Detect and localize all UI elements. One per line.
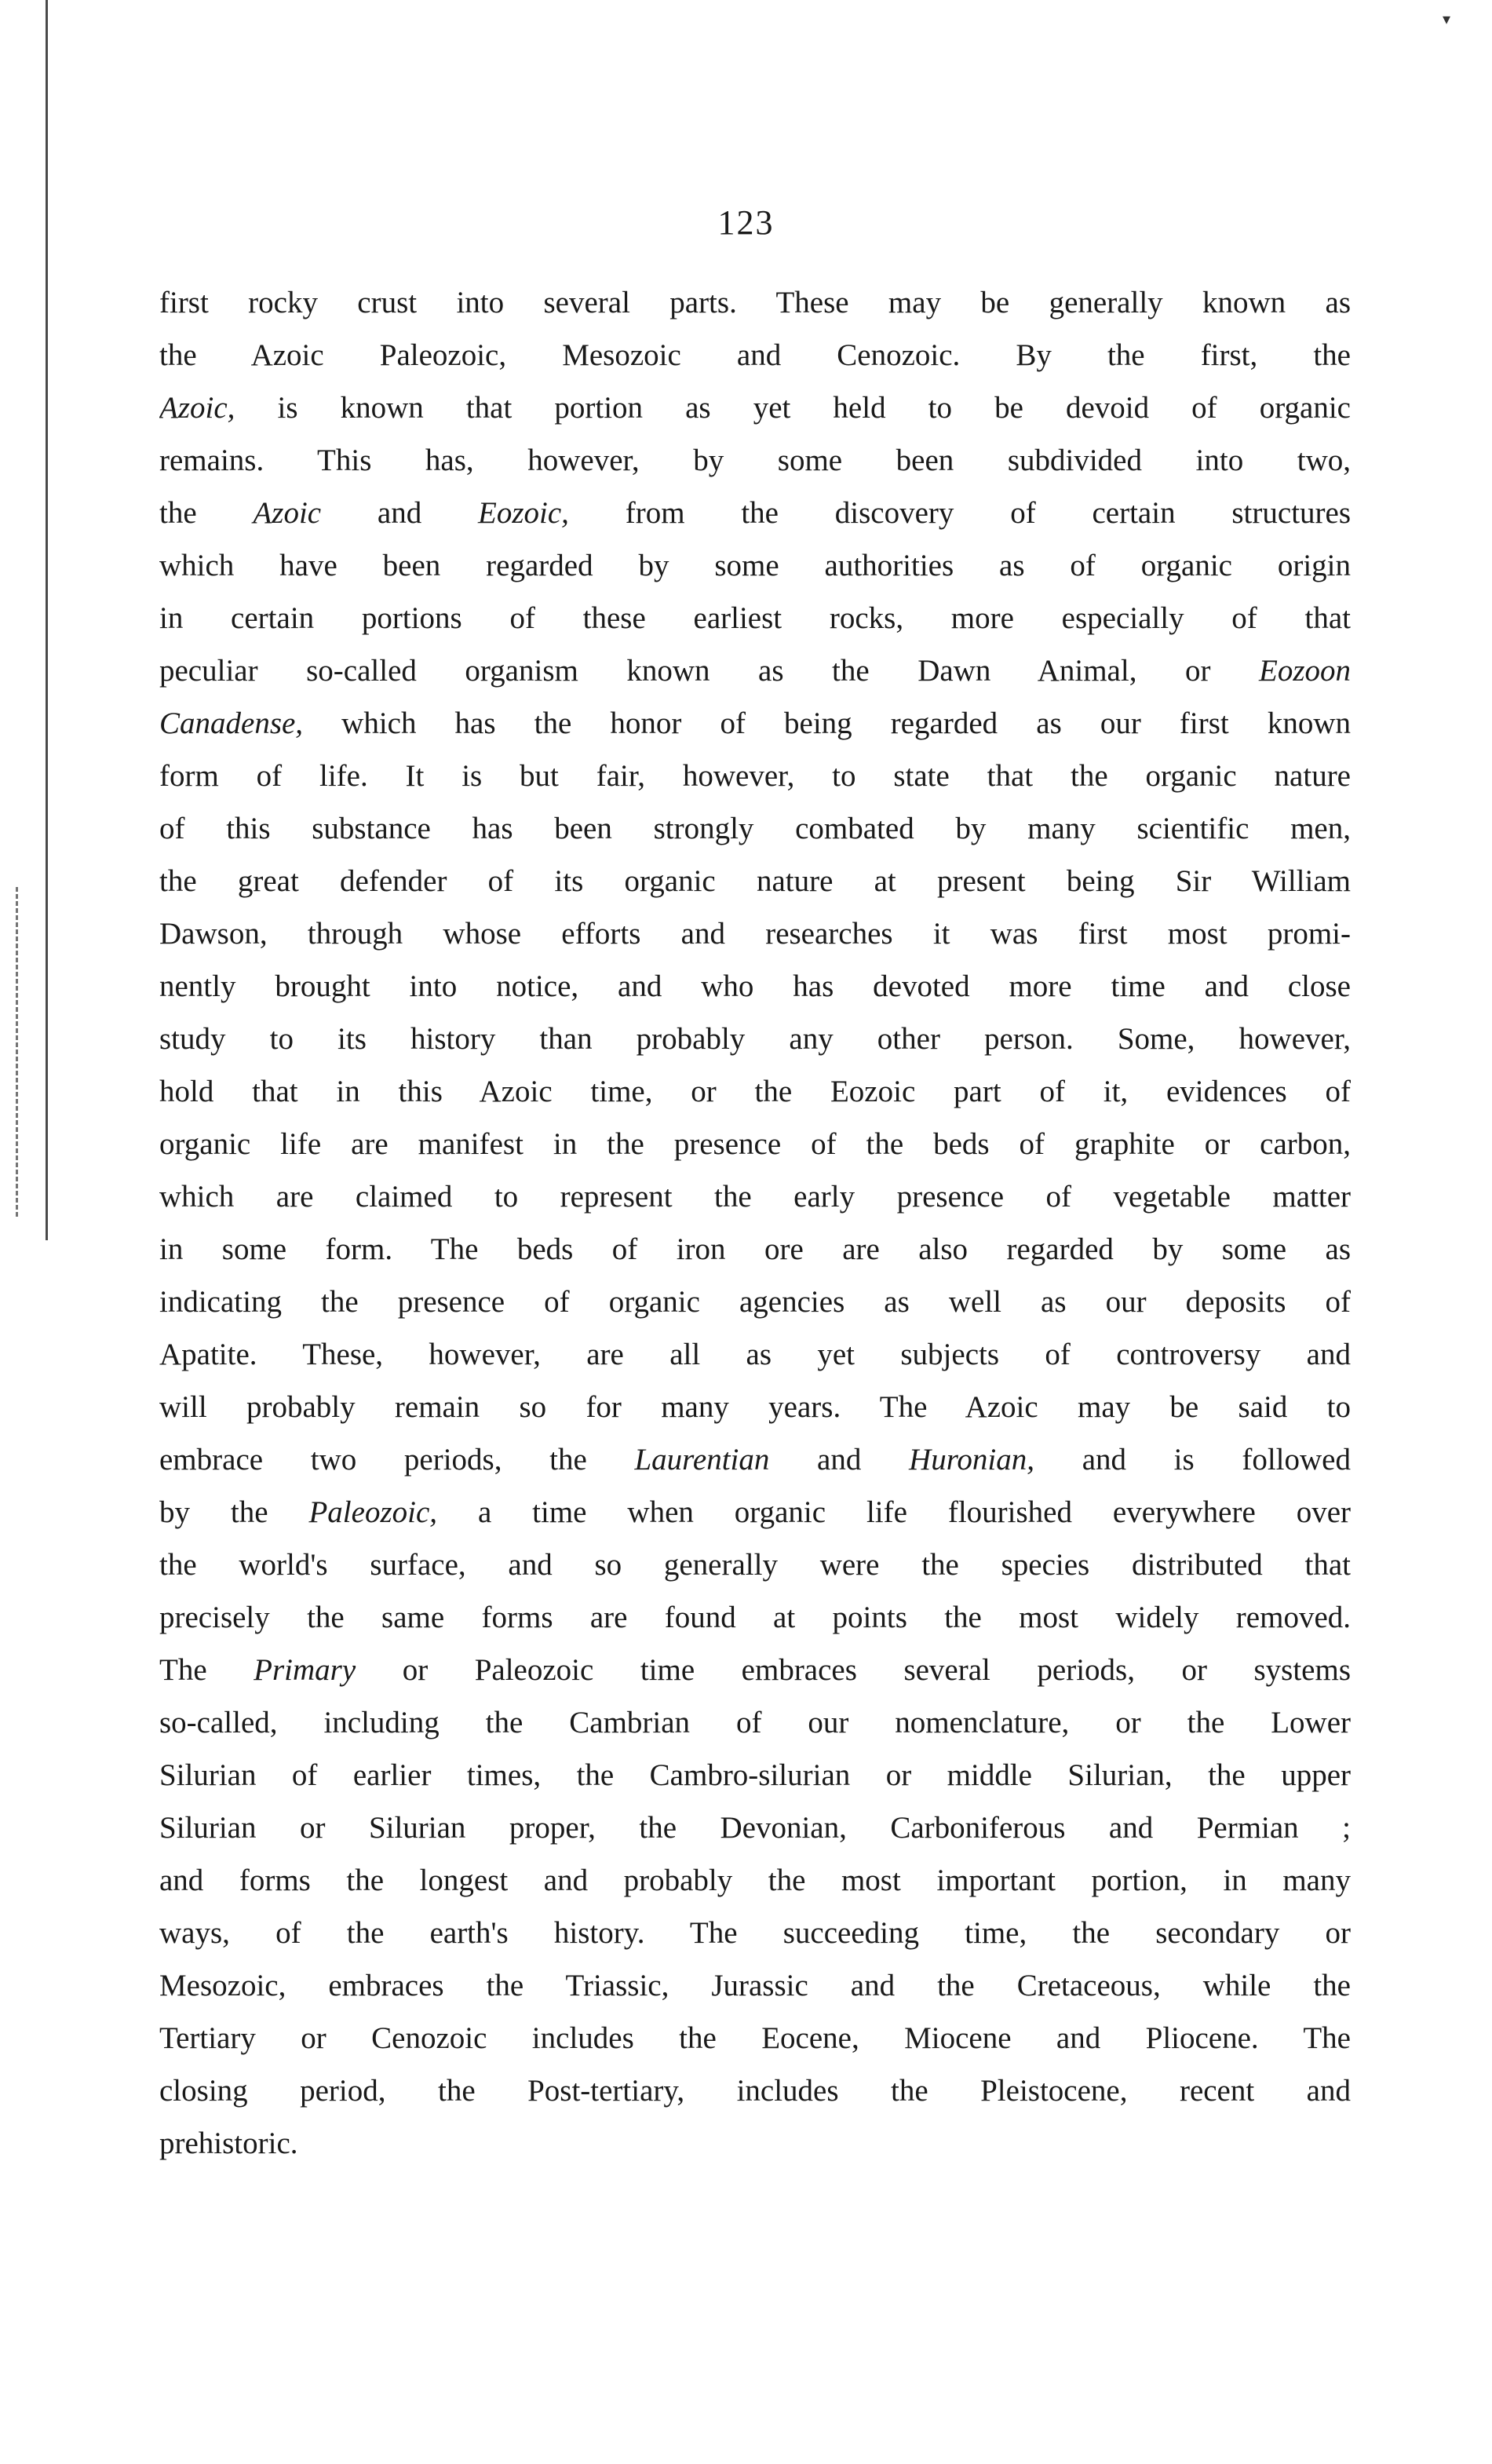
text-line	[159, 592, 1351, 644]
text-segment: the world's surface, and so generally were the species distributed that	[159, 1548, 1351, 1582]
text-line	[159, 1696, 1351, 1749]
text-segment: study to its history than probably any other person. Some, however,	[159, 1022, 1351, 1056]
scan-binding-edge-lower	[16, 887, 21, 1217]
text-segment: first rocky crust into several parts. These may be generally known as	[159, 286, 1351, 319]
text-segment: so-called, including the Cambrian of our nomenclature, or the Lower	[159, 1706, 1351, 1739]
text-segment: by the	[159, 1495, 309, 1529]
text-segment: Dawson, through whose efforts and researches it was first most promi-	[159, 917, 1351, 951]
text-segment: is known that portion as yet held to be devoid of organic	[235, 391, 1351, 425]
text-line	[159, 1539, 1351, 1591]
text-line	[159, 1013, 1351, 1065]
text-segment: and is followed	[1034, 1443, 1351, 1477]
text-line	[159, 381, 1351, 434]
text-line	[159, 1907, 1351, 1959]
text-line	[159, 644, 1351, 697]
page-number: 123	[717, 203, 775, 242]
text-segment: organic life are manifest in the presence of the beds of graphite or carbon,	[159, 1127, 1351, 1161]
text-segment: which have been regarded by some authorities as of organic origin	[159, 549, 1351, 582]
text-segment: from the discovery of certain structures	[568, 496, 1351, 530]
text-line	[159, 1644, 1351, 1696]
text-segment: in certain portions of these earliest rocks, more especially of that	[159, 601, 1351, 635]
text-line	[159, 487, 1351, 539]
text-segment: embrace two periods, the	[159, 1443, 635, 1477]
text-line	[159, 2117, 1351, 2170]
text-segment: and	[321, 496, 479, 530]
italic-term: Eozoic,	[478, 496, 569, 530]
text-line	[159, 855, 1351, 907]
italic-term: Azoic	[253, 496, 322, 530]
text-line	[159, 802, 1351, 855]
text-segment: form of life. It is but fair, however, to state that the organic nature	[159, 759, 1351, 793]
text-segment: precisely the same forms are found at points the most widely removed.	[159, 1601, 1351, 1634]
italic-term: Canadense,	[159, 706, 304, 740]
body-text	[159, 276, 1351, 2170]
text-segment: or Paleozoic time embraces several periods, or systems	[356, 1653, 1351, 1687]
text-segment: of this substance has been strongly combated by many scientific men,	[159, 812, 1351, 845]
scan-binding-edge	[46, 0, 53, 1240]
text-line	[159, 434, 1351, 487]
text-line	[159, 1591, 1351, 1644]
italic-term: Laurentian	[634, 1443, 770, 1477]
text-line	[159, 1486, 1351, 1539]
text-segment: hold that in this Azoic time, or the Eozoic part of it, evidences of	[159, 1075, 1351, 1108]
text-line	[159, 750, 1351, 802]
text-line	[159, 1065, 1351, 1118]
text-segment: which are claimed to represent the early presence of vegetable matter	[159, 1180, 1351, 1214]
text-line	[159, 1170, 1351, 1223]
italic-term: Paleozoic,	[308, 1495, 438, 1529]
text-line	[159, 1223, 1351, 1276]
text-segment: The	[159, 1653, 254, 1687]
text-segment: Mesozoic, embraces the Triassic, Jurassic and the Cretaceous, while the	[159, 1969, 1351, 2002]
text-segment: ways, of the earth's history. The succeeding time, the secondary or	[159, 1916, 1351, 1950]
text-segment: indicating the presence of organic agencies as well as our deposits of	[159, 1285, 1351, 1319]
text-line	[159, 1276, 1351, 1328]
text-line	[159, 907, 1351, 960]
text-segment: Tertiary or Cenozoic includes the Eocene, Miocene and Pliocene. The	[159, 2021, 1351, 2055]
text-segment: in some form. The beds of iron ore are also regarded by some as	[159, 1232, 1351, 1266]
text-segment: and forms the longest and probably the most important portion, in many	[159, 1864, 1351, 1897]
text-segment: remains. This has, however, by some been subdivided into two,	[159, 444, 1351, 477]
text-line	[159, 697, 1351, 750]
text-segment: Silurian of earlier times, the Cambro-silurian or middle Silurian, the upper	[159, 1758, 1351, 1792]
scan-mark: ▾	[1443, 11, 1451, 28]
text-segment: the	[159, 496, 254, 530]
text-line	[159, 1854, 1351, 1907]
text-segment: the great defender of its organic nature at present being Sir William	[159, 864, 1351, 898]
text-line	[159, 539, 1351, 592]
text-line	[159, 1959, 1351, 2012]
text-line	[159, 960, 1351, 1013]
text-segment: peculiar so-called organism known as the Dawn Animal, or	[159, 654, 1259, 688]
text-segment: which has the honor of being regarded as our first known	[303, 706, 1351, 740]
text-segment: and	[769, 1443, 910, 1477]
text-segment: a time when organic life flourished everywhere over	[437, 1495, 1351, 1529]
text-line	[159, 276, 1351, 329]
text-line	[159, 1801, 1351, 1854]
text-segment: Silurian or Silurian proper, the Devonian, Carboniferous and Permian ;	[159, 1811, 1351, 1845]
italic-term: Primary	[254, 1653, 356, 1687]
text-line	[159, 1118, 1351, 1170]
text-line	[159, 2064, 1351, 2117]
text-segment: the Azoic Paleozoic, Mesozoic and Cenozoic. By the first, the	[159, 338, 1351, 372]
text-line	[159, 1381, 1351, 1433]
italic-term: Eozoon	[1259, 654, 1351, 688]
text-segment: prehistoric.	[159, 2126, 298, 2160]
text-line	[159, 1328, 1351, 1381]
text-line	[159, 329, 1351, 381]
text-line	[159, 1749, 1351, 1801]
text-line	[159, 2012, 1351, 2064]
text-segment: Apatite. These, however, are all as yet subjects of controversy and	[159, 1338, 1351, 1371]
text-segment: closing period, the Post-tertiary, includes the Pleistocene, recent and	[159, 2074, 1351, 2108]
text-segment: nently brought into notice, and who has devoted more time and close	[159, 969, 1351, 1003]
text-segment: will probably remain so for many years. The Azoic may be said to	[159, 1390, 1351, 1424]
italic-term: Azoic,	[159, 391, 235, 425]
text-line	[159, 1433, 1351, 1486]
italic-term: Huronian,	[909, 1443, 1035, 1477]
